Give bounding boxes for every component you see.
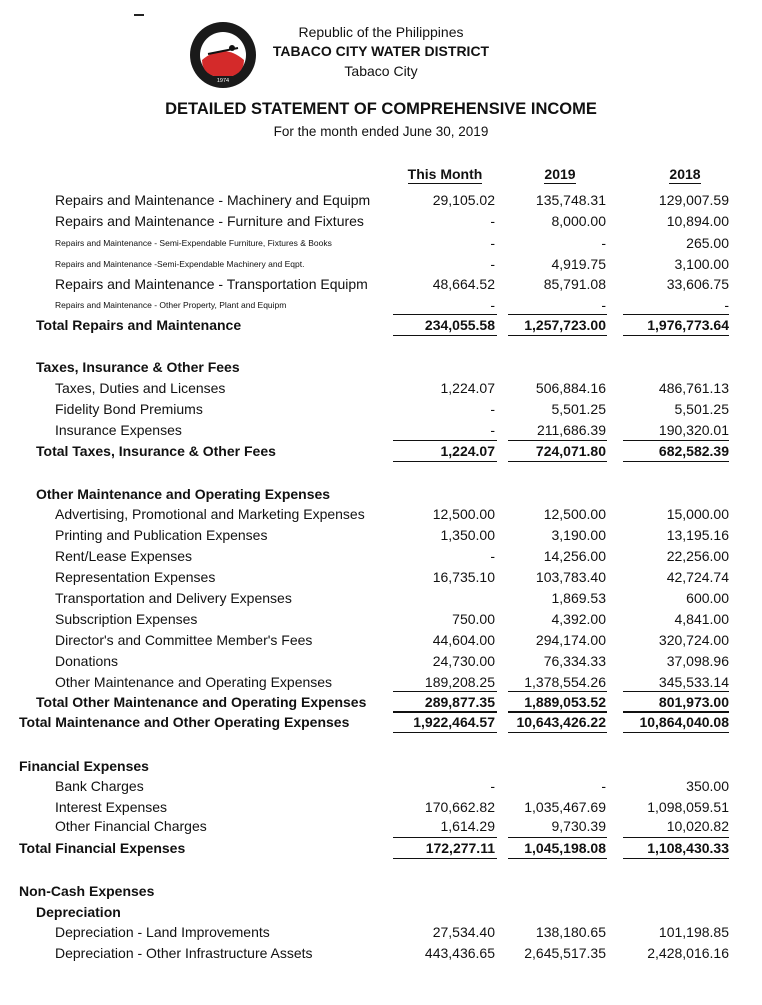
table-row [0, 190, 762, 210]
table-row [0, 233, 762, 253]
row-label: Insurance Expenses [55, 422, 182, 438]
row-label: Repairs and Maintenance - Other Property, Plant and Equipm [55, 300, 287, 310]
value-this-month: 1,350.00 [440, 527, 495, 543]
section-heading [0, 756, 762, 776]
row-label: Subscription Expenses [55, 611, 198, 627]
table-row [0, 254, 762, 274]
table-row [0, 609, 762, 629]
value-2018: 1,098,059.51 [647, 799, 729, 815]
scan-mark [134, 14, 144, 16]
row-label: Director's and Committee Member's Fees [55, 632, 313, 648]
table-row [0, 943, 762, 963]
value-2019: 1,869.53 [551, 590, 606, 606]
value-2018: 42,724.74 [666, 569, 729, 585]
total-rule [508, 335, 607, 336]
row-label: Other Maintenance and Operating Expenses [36, 486, 331, 502]
value-2019: 76,334.33 [543, 653, 606, 669]
value-this-month: - [490, 235, 495, 251]
value-2019: 1,035,467.69 [524, 799, 606, 815]
value-this-month: 1,614.29 [440, 818, 495, 834]
value-2018: - [724, 297, 729, 313]
value-2018: 129,007.59 [658, 192, 729, 208]
header-republic: Republic of the Philippines [298, 24, 464, 40]
value-2018: 600.00 [686, 590, 729, 606]
value-this-month: - [490, 213, 495, 229]
water-district-seal-icon [186, 20, 260, 90]
value-2019: 294,174.00 [535, 632, 606, 648]
value-2018: 37,098.96 [666, 653, 729, 669]
value-2018: 1,976,773.64 [647, 317, 729, 333]
value-this-month: 189,208.25 [424, 674, 495, 690]
value-this-month: 24,730.00 [432, 653, 495, 669]
value-2019: 3,190.00 [551, 527, 606, 543]
value-2018: 265.00 [686, 235, 729, 251]
value-2018: 10,894.00 [666, 213, 729, 229]
value-this-month: 16,735.10 [432, 569, 495, 585]
value-this-month: 12,500.00 [432, 506, 495, 522]
value-2019: 1,378,554.26 [524, 674, 606, 690]
header-district-name: TABACO CITY WATER DISTRICT [272, 43, 490, 59]
value-2019: 85,791.08 [543, 276, 606, 292]
row-label: Donations [55, 653, 119, 669]
value-this-month: 44,604.00 [432, 632, 495, 648]
table-row [0, 420, 762, 440]
table-row [0, 295, 762, 315]
value-this-month: 750.00 [452, 611, 495, 627]
value-2019: 14,256.00 [543, 548, 606, 564]
table-row [0, 546, 762, 566]
value-this-month: - [490, 778, 495, 794]
total-rule [393, 691, 497, 692]
total-rule [623, 314, 729, 315]
value-2018: 486,761.13 [658, 380, 729, 396]
value-2018: 682,582.39 [658, 443, 729, 459]
value-2019: 4,392.00 [551, 611, 606, 627]
value-this-month: 289,877.35 [424, 694, 495, 710]
value-2019: 2,645,517.35 [524, 945, 606, 961]
value-2019: 12,500.00 [543, 506, 606, 522]
value-2018: 10,864,040.08 [639, 714, 729, 730]
value-2019: 9,730.39 [551, 818, 606, 834]
value-this-month: 48,664.52 [432, 276, 495, 292]
total-rule [393, 711, 497, 712]
value-this-month: - [490, 297, 495, 313]
table-row [0, 399, 762, 419]
total-row [0, 315, 762, 335]
value-2018: 801,973.00 [658, 694, 729, 710]
total-rule [393, 335, 497, 336]
value-2018: 22,256.00 [666, 548, 729, 564]
row-label: Transportation and Delivery Expenses [55, 590, 292, 606]
row-label: Other Maintenance and Operating Expenses [55, 674, 333, 690]
total-rule [623, 858, 729, 859]
total-rule [623, 732, 729, 733]
value-2019: 103,783.40 [535, 569, 606, 585]
total-rule [508, 691, 607, 692]
value-2019: 135,748.31 [535, 192, 606, 208]
value-2019: - [601, 235, 606, 251]
total-rule [508, 837, 607, 838]
total-row [0, 692, 762, 712]
value-this-month: 1,224.07 [440, 380, 495, 396]
row-label: Depreciation - Other Infrastructure Assets [55, 945, 313, 961]
value-2019: - [601, 297, 606, 313]
value-2019: 8,000.00 [551, 213, 606, 229]
table-row [0, 378, 762, 398]
row-label: Fidelity Bond Premiums [55, 401, 203, 417]
value-2019: 724,071.80 [535, 443, 606, 459]
column-header-this-month: This Month [407, 166, 483, 182]
value-this-month: 170,662.82 [424, 799, 495, 815]
row-label: Total Other Maintenance and Operating Expenses [36, 694, 367, 710]
total-rule [508, 314, 607, 315]
value-2019: 10,643,426.22 [516, 714, 606, 730]
value-2019: 5,501.25 [551, 401, 606, 417]
value-this-month: - [490, 422, 495, 438]
table-row [0, 797, 762, 817]
value-2019: 1,257,723.00 [524, 317, 606, 333]
value-this-month: - [490, 256, 495, 272]
total-rule [508, 858, 607, 859]
svg-text:1974: 1974 [216, 78, 230, 84]
total-rule [623, 837, 729, 838]
row-label: Representation Expenses [55, 569, 216, 585]
table-row [0, 651, 762, 671]
value-2018: 2,428,016.16 [647, 945, 729, 961]
row-label: Other Financial Charges [55, 818, 207, 834]
row-label: Interest Expenses [55, 799, 168, 815]
statement-period: For the month ended June 30, 2019 [273, 124, 489, 139]
row-label: Total Repairs and Maintenance [36, 317, 242, 333]
row-label: Financial Expenses [19, 758, 149, 774]
value-2018: 101,198.85 [658, 924, 729, 940]
total-rule [508, 461, 607, 462]
value-this-month: 443,436.65 [424, 945, 495, 961]
section-heading [0, 484, 762, 504]
total-rule [623, 461, 729, 462]
value-this-month: 1,224.07 [440, 443, 495, 459]
total-rule [393, 440, 497, 441]
value-2018: 13,195.16 [666, 527, 729, 543]
table-row [0, 630, 762, 650]
row-label: Bank Charges [55, 778, 144, 794]
total-rule [508, 711, 607, 712]
row-label: Depreciation - Land Improvements [55, 924, 270, 940]
total-rule [508, 732, 607, 733]
value-2019: 138,180.65 [535, 924, 606, 940]
value-this-month: 234,055.58 [424, 317, 495, 333]
table-row [0, 588, 762, 608]
row-label: Non-Cash Expenses [19, 883, 155, 899]
table-row [0, 274, 762, 294]
value-this-month: - [490, 548, 495, 564]
table-row [0, 816, 762, 836]
row-label: Total Financial Expenses [19, 840, 186, 856]
total-rule [393, 858, 497, 859]
value-2018: 4,841.00 [674, 611, 729, 627]
table-row [0, 672, 762, 692]
total-rule [623, 711, 729, 712]
row-label: Repairs and Maintenance -Semi-Expendable Machinery and Eqpt. [55, 259, 305, 269]
value-2019: 211,686.39 [536, 422, 606, 438]
column-header-2018: 2018 [669, 166, 701, 182]
row-label: Repairs and Maintenance - Semi-Expendable Furniture, Fixtures & Books [55, 238, 332, 248]
value-this-month: 29,105.02 [432, 192, 495, 208]
row-label: Depreciation [36, 904, 121, 920]
value-2018: 33,606.75 [666, 276, 729, 292]
value-this-month: 1,922,464.57 [413, 714, 495, 730]
value-2018: 3,100.00 [674, 256, 729, 272]
value-2019: 1,045,198.08 [524, 840, 606, 856]
table-row [0, 922, 762, 942]
table-row [0, 525, 762, 545]
row-label: Total Maintenance and Other Operating Expenses [19, 714, 350, 730]
row-label: Advertising, Promotional and Marketing Expenses [55, 506, 365, 522]
row-label: Taxes, Insurance & Other Fees [36, 359, 240, 375]
row-label: Repairs and Maintenance - Machinery and Equipm [55, 192, 371, 208]
value-2018: 320,724.00 [658, 632, 729, 648]
value-2019: - [601, 778, 606, 794]
value-2019: 4,919.75 [551, 256, 606, 272]
statement-title: DETAILED STATEMENT OF COMPREHENSIVE INCOME [165, 100, 597, 118]
value-2018: 10,020.82 [666, 818, 729, 834]
section-heading [0, 902, 762, 922]
total-rule [393, 314, 497, 315]
total-rule [623, 335, 729, 336]
total-rule [393, 461, 497, 462]
section-heading [0, 357, 762, 377]
row-label: Printing and Publication Expenses [55, 527, 268, 543]
row-label: Repairs and Maintenance - Furniture and Fixtures [55, 213, 364, 229]
header-city: Tabaco City [344, 63, 418, 79]
value-2018: 1,108,430.33 [647, 840, 729, 856]
value-2018: 345,533.14 [658, 674, 729, 690]
row-label: Rent/Lease Expenses [55, 548, 192, 564]
total-row [0, 441, 762, 461]
total-rule [508, 440, 607, 441]
value-this-month: 27,534.40 [432, 924, 495, 940]
row-label: Repairs and Maintenance - Transportation Equipm [55, 276, 368, 292]
total-rule [623, 691, 729, 692]
total-row [0, 712, 762, 732]
value-this-month: 172,277.11 [425, 840, 495, 856]
table-row [0, 567, 762, 587]
total-row [0, 838, 762, 858]
value-2018: 15,000.00 [666, 506, 729, 522]
value-2018: 190,320.01 [658, 422, 729, 438]
value-2019: 506,884.16 [535, 380, 606, 396]
table-row [0, 504, 762, 524]
value-2018: 5,501.25 [674, 401, 729, 417]
row-label: Total Taxes, Insurance & Other Fees [36, 443, 276, 459]
section-heading [0, 881, 762, 901]
table-row [0, 211, 762, 231]
column-header-2019: 2019 [544, 166, 576, 182]
value-2019: 1,889,053.52 [524, 694, 606, 710]
value-2018: 350.00 [686, 778, 729, 794]
value-this-month: - [490, 401, 495, 417]
total-rule [393, 837, 497, 838]
total-rule [393, 732, 497, 733]
total-rule [623, 440, 729, 441]
row-label: Taxes, Duties and Licenses [55, 380, 226, 396]
table-row [0, 776, 762, 796]
